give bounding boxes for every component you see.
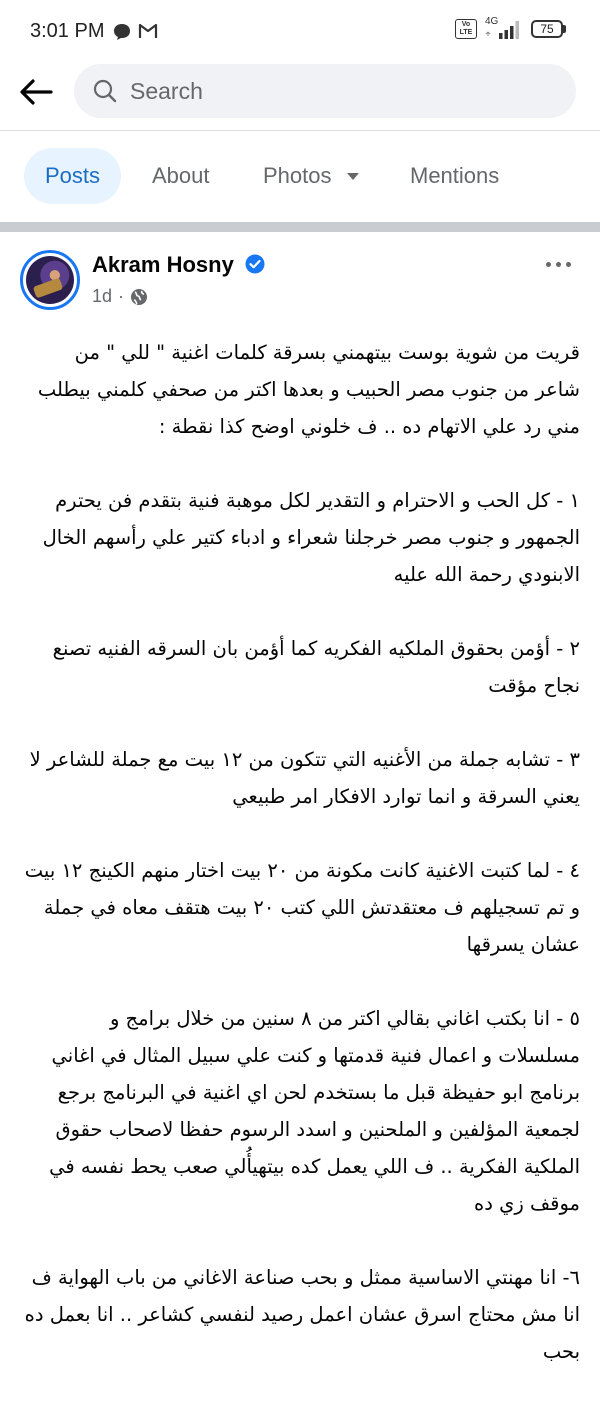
signal-icon — [485, 18, 523, 40]
post-paragraph: ٤ - لما كتبت الاغنية كانت مكونة من ٢٠ بيت اختار منهم الكينج ١٢ بيت و تم تسجيلهم ف معتقدتش اللي كتب ٢٠ بيت هتقف معاه في جملة عشان يسرقها — [24, 859, 580, 956]
tab-mentions[interactable]: Mentions — [410, 163, 500, 188]
gmail-icon — [138, 22, 158, 45]
back-arrow-icon — [19, 78, 53, 106]
network-label: 4G — [485, 16, 499, 27]
tab-photos[interactable] — [263, 148, 360, 204]
page-header — [0, 64, 600, 130]
post-paragraph: ٦- انا مهنتي الاساسية ممثل و بحب صناعة الاغاني من باب الهواية ف انا مش محتاج اسرق عشان اعمل رصيد لنفسي كشاعر .. انا بعمل ده بحب — [24, 1266, 580, 1363]
status-bar — [0, 0, 600, 64]
search-icon — [92, 78, 118, 104]
verified-badge-icon — [245, 254, 265, 279]
header-divider — [0, 130, 600, 131]
volte-icon: Vo LTE — [455, 19, 477, 39]
post-header — [0, 248, 600, 318]
post-paragraph: ٣ - تشابه جملة من الأغنيه التي تتكون من ١٢ بيت مع جملة للشاعر لا يعني السرقة و انما توارد الافكار امر طبيعي — [29, 748, 580, 808]
author-name[interactable]: Akram Hosny — [92, 252, 234, 277]
tab-about[interactable]: About — [152, 163, 210, 188]
post-paragraph: قريت من شوية بوست بيتهمني بسرقة كلمات اغنية " للي " من شاعر من جنوب مصر الحبيب و بعدها اكتر من صحفي كلمني بيطلب مني رد علي الاتهام ده .. ف خلوني اوضح كذا نقطة : — [37, 341, 580, 438]
more-options-button[interactable] — [538, 252, 578, 276]
post-meta: 1d · — [92, 286, 148, 307]
profile-tabs — [0, 148, 600, 206]
message-icon — [112, 22, 132, 47]
back-button[interactable] — [16, 74, 56, 110]
search-input[interactable] — [130, 78, 530, 105]
post-paragraph: ١ - كل الحب و الاحترام و التقدير لكل موهبة فنية بتقدم فن يحترم الجمهور و جنوب مصر خرجلنا شعراء و ادباء كتير علي رأسهم الخال الابنودي رحمة الله عليه — [42, 489, 580, 586]
status-time: 3:01 PM — [30, 20, 105, 42]
post-paragraph: ٢ - أؤمن بحقوق الملكيه الفكريه كما أؤمن بان السرقه الفنيه تصنع نجاح مؤقت — [52, 637, 580, 697]
post-time[interactable]: 1d — [92, 286, 113, 306]
globe-icon — [130, 288, 148, 306]
battery-level: 75 — [531, 20, 563, 38]
tab-photos-label: Photos — [263, 163, 332, 188]
tab-posts[interactable]: Posts — [24, 148, 121, 204]
battery-icon — [531, 20, 566, 38]
post-paragraph: ٥ - انا بكتب اغاني بقالي اكتر من ٨ سنين من خلال برامج و مسلسلات و اعمال فنية قدمتها و كنت علي سبيل المثال في اغاني برنامج ابو حفيظة قبل ما بستخدم لحن اي اغنية في البرنامج برجع لجمعية المؤلفين و الملحنين و اسدد الرسوم حفظا لاصحاب حقوق الملكية الفكرية .. ف اللي يعمل كده بيتهيأُلي صعب يحط نفسه في موقف زي ده — [49, 1007, 580, 1215]
avatar[interactable] — [20, 250, 80, 310]
caret-down-icon — [346, 172, 360, 181]
section-separator — [0, 222, 600, 232]
search-bar[interactable] — [74, 64, 576, 118]
post-body — [24, 334, 580, 1407]
